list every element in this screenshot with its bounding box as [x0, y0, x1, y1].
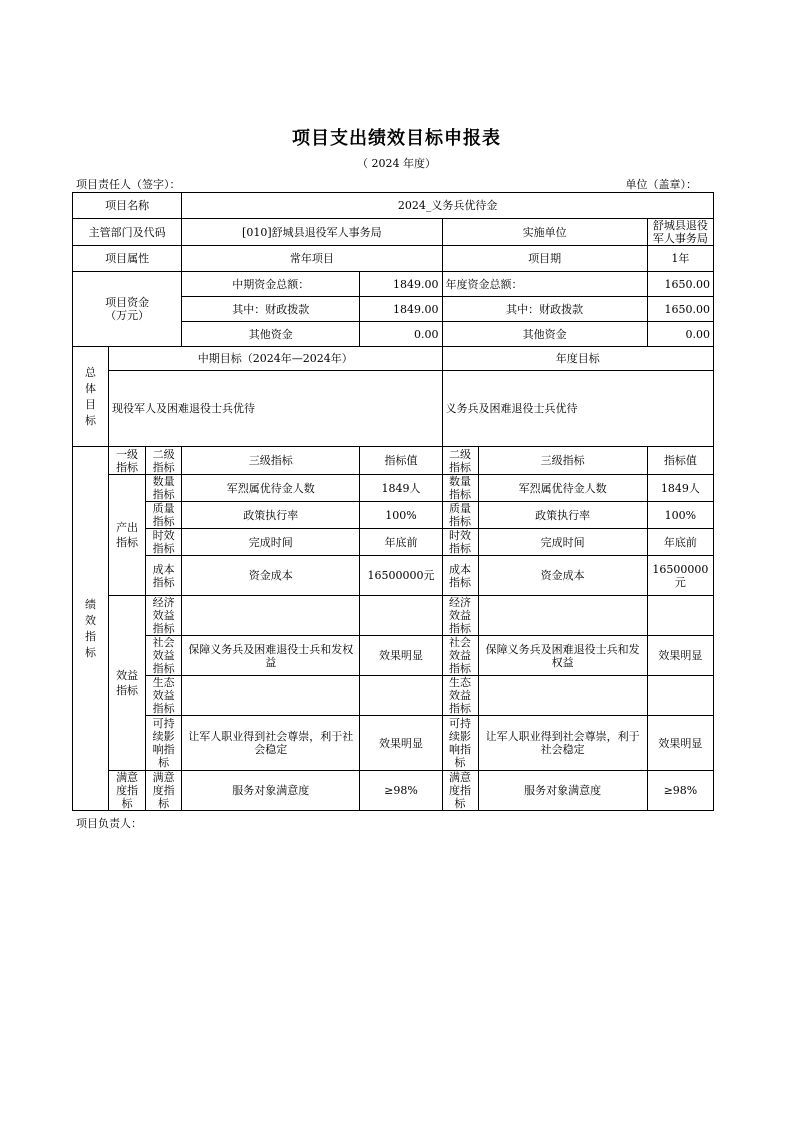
mid-level2-cell: 数量指标 [146, 475, 182, 502]
mid-value-cell: 年底前 [360, 529, 442, 556]
mid-level3-cell: 政策执行率 [182, 502, 360, 529]
year-level2-cell: 时效指标 [442, 529, 478, 556]
year-level3-cell: 服务对象满意度 [478, 771, 647, 811]
mid-level2-cell: 经济效益指标 [146, 596, 182, 636]
year-value-cell: 年底前 [647, 529, 713, 556]
year-level2-cell: 生态效益指标 [442, 676, 478, 716]
mid-value-cell: ≥98% [360, 771, 442, 811]
row-project-attribute [73, 246, 714, 272]
mid-level3-cell: 让军人职业得到社会尊崇，利于社会稳定 [182, 716, 360, 771]
mid-total-value: 1849.00 [360, 272, 442, 297]
table-row [73, 502, 714, 529]
project-name-value: 2024_义务兵优待金 [182, 193, 714, 219]
mid-level3-cell: 军烈属优待金人数 [182, 475, 360, 502]
performance-indicators-label-text: 绩效指标 [85, 597, 97, 659]
mid-value-cell: 效果明显 [360, 716, 442, 771]
year-value-cell: ≥98% [647, 771, 713, 811]
signer-label: 项目责任人（签字）： [76, 178, 181, 191]
table-row [73, 771, 714, 811]
year-level2-cell: 成本指标 [442, 556, 478, 596]
table-row [73, 716, 714, 771]
table-row [73, 529, 714, 556]
year-value-cell: 16500000元 [647, 556, 713, 596]
mid-value-cell: 1849人 [360, 475, 442, 502]
table-row [73, 596, 714, 636]
output-indicators-label-text: 产出指标 [116, 521, 139, 549]
mid-level3-cell [182, 596, 360, 636]
year-other-label: 其他资金 [442, 322, 647, 347]
project-funds-label-line2: （万元） [105, 309, 150, 322]
implementing-unit-label: 实施单位 [442, 219, 647, 246]
mid-level2-cell: 生态效益指标 [146, 676, 182, 716]
year-level3-cell: 政策执行率 [478, 502, 647, 529]
mid-goal-header: 中期目标（2024年—2024年） [109, 347, 442, 371]
mid-value-cell [360, 676, 442, 716]
year-value-cell: 100% [647, 502, 713, 529]
year-level2-cell: 可持续影响指标 [442, 716, 478, 771]
year-level2-header: 二级指标 [442, 447, 478, 475]
year-level2-cell: 经济效益指标 [442, 596, 478, 636]
table-row [73, 556, 714, 596]
output-indicators-label [109, 475, 146, 596]
project-funds-label [73, 272, 182, 347]
overall-goals-label-text: 总体目标 [85, 365, 97, 427]
year-value-cell [647, 676, 713, 716]
stamp-label: 单位（盖章）： [625, 178, 697, 191]
table-row [73, 676, 714, 716]
mid-other-value: 0.00 [360, 322, 442, 347]
row-goals-header [73, 347, 714, 371]
project-funds-label-line1: 项目资金 [105, 296, 150, 309]
year-level2-cell: 满意度指标 [442, 771, 478, 811]
project-attribute-value: 常年项目 [182, 246, 442, 272]
mid-level3-cell: 资金成本 [182, 556, 360, 596]
mid-fiscal-value: 1849.00 [360, 297, 442, 322]
year-level3-cell [478, 596, 647, 636]
year-level2-cell: 数量指标 [442, 475, 478, 502]
year-goal-text: 义务兵及困难退役士兵优待 [442, 371, 713, 447]
year-level2-cell: 社会效益指标 [442, 636, 478, 676]
project-attribute-label: 项目属性 [73, 246, 182, 272]
department-value: [010]舒城县退役军人事务局 [182, 219, 442, 246]
mid-level3-cell: 服务对象满意度 [182, 771, 360, 811]
mid-level2-cell: 质量指标 [146, 502, 182, 529]
year-value-cell [647, 596, 713, 636]
overall-goals-label [73, 347, 109, 447]
year-level2-cell: 质量指标 [442, 502, 478, 529]
year-value-header: 指标值 [647, 447, 713, 475]
value-header: 指标值 [360, 447, 442, 475]
mid-value-cell: 效果明显 [360, 636, 442, 676]
year-fiscal-label: 其中：财政拨款 [442, 297, 647, 322]
table-row [73, 475, 714, 502]
year-value-cell: 1849人 [647, 475, 713, 502]
row-project-name [73, 193, 714, 219]
year-value-cell: 效果明显 [647, 636, 713, 676]
mid-value-cell: 100% [360, 502, 442, 529]
level3-header: 三级指标 [182, 447, 360, 475]
mid-level3-cell: 保障义务兵及困难退役士兵和发权益 [182, 636, 360, 676]
implementing-unit-value: 舒城县退役军人事务局 [647, 219, 713, 246]
year-level3-cell: 资金成本 [478, 556, 647, 596]
year-goal-header: 年度目标 [442, 347, 713, 371]
project-period-value: 1年 [647, 246, 713, 272]
row-goals-body [73, 371, 714, 447]
year-level3-header: 三级指标 [478, 447, 647, 475]
project-owner-label: 项目负责人： [76, 817, 142, 830]
year-level3-cell: 完成时间 [478, 529, 647, 556]
level1-header: 一级指标 [109, 447, 146, 475]
year-fiscal-value: 1650.00 [647, 297, 713, 322]
report-year: （ 2024 年度） [357, 157, 436, 170]
row-department [73, 219, 714, 246]
mid-level2-cell: 社会效益指标 [146, 636, 182, 676]
year-value-cell: 效果明显 [647, 716, 713, 771]
mid-level3-cell [182, 676, 360, 716]
row-indicator-header [73, 447, 714, 475]
project-period-label: 项目期 [442, 246, 647, 272]
performance-indicators-label [73, 447, 109, 811]
performance-form-table [72, 192, 714, 811]
mid-fiscal-label: 其中：财政拨款 [182, 297, 360, 322]
mid-level2-cell: 满意度指标 [146, 771, 182, 811]
year-total-label: 年度资金总额： [442, 272, 647, 297]
project-name-label: 项目名称 [73, 193, 182, 219]
table-row [73, 636, 714, 676]
year-total-value: 1650.00 [647, 272, 713, 297]
year-level3-cell: 保障义务兵及困难退役士兵和发权益 [478, 636, 647, 676]
satisfaction-indicators-label: 满意度指标 [109, 771, 146, 811]
mid-level2-cell: 成本指标 [146, 556, 182, 596]
mid-level2-cell: 时效指标 [146, 529, 182, 556]
level2-header: 二级指标 [146, 447, 182, 475]
page-title: 项目支出绩效目标申报表 [292, 128, 501, 149]
mid-value-cell [360, 596, 442, 636]
mid-value-cell: 16500000元 [360, 556, 442, 596]
year-level3-cell [478, 676, 647, 716]
mid-total-label: 中期资金总额： [182, 272, 360, 297]
mid-level3-cell: 完成时间 [182, 529, 360, 556]
row-funds-total [73, 272, 714, 297]
mid-goal-text: 现役军人及困难退役士兵优待 [109, 371, 442, 447]
department-label: 主管部门及代码 [73, 219, 182, 246]
year-other-value: 0.00 [647, 322, 713, 347]
mid-level2-cell: 可持续影响指标 [146, 716, 182, 771]
year-level3-cell: 让军人职业得到社会尊崇，利于社会稳定 [478, 716, 647, 771]
mid-other-label: 其他资金 [182, 322, 360, 347]
benefit-indicators-label [109, 596, 146, 771]
benefit-indicators-label-text: 效益指标 [116, 669, 139, 697]
year-level3-cell: 军烈属优待金人数 [478, 475, 647, 502]
